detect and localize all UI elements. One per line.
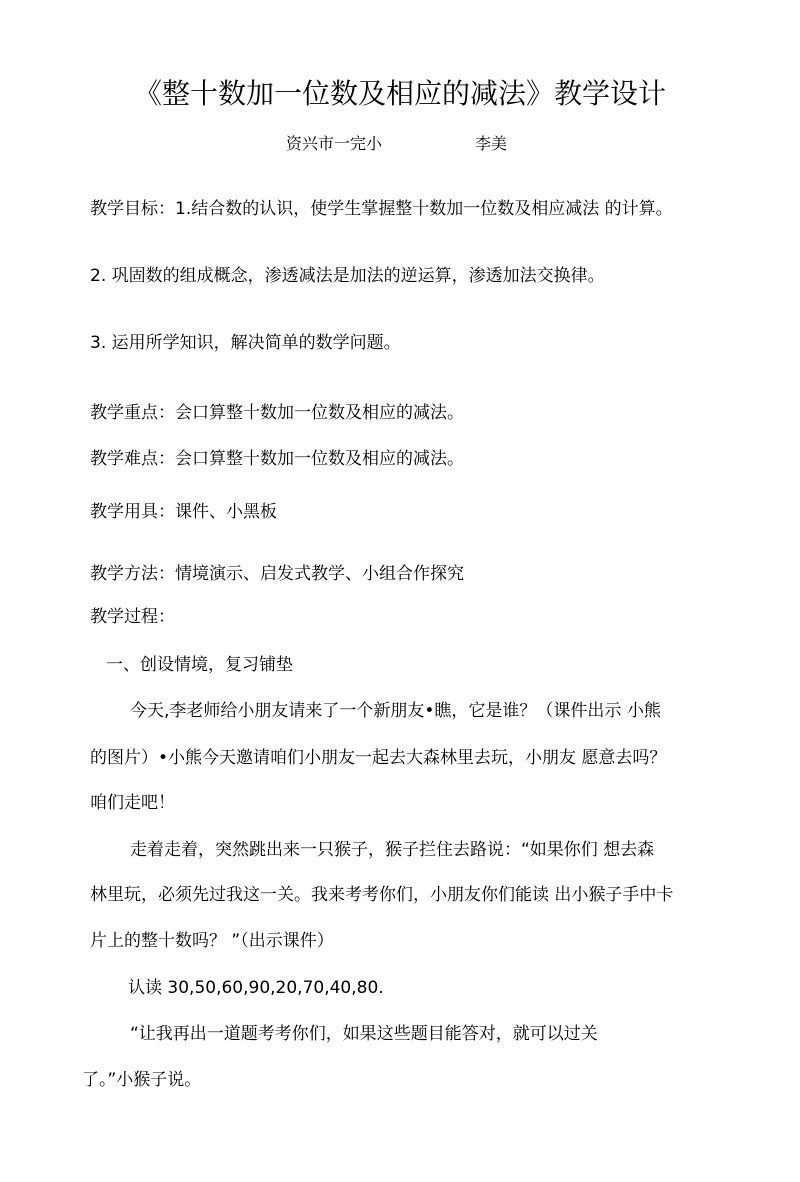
paragraph-2-line-1: 走着走着，突然跳出来一只猴子，猴子拦住去路说：“如果你们 想去森 — [130, 840, 655, 860]
paragraph-1-line-3: 咱们走吧！ — [90, 793, 175, 813]
teaching-methods: 教学方法：情境演示、启发式教学、小组合作探究 — [90, 564, 464, 584]
objective-line-3: 3. 运用所学知识，解决简单的数学问题。 — [90, 333, 401, 353]
paragraph-1-line-1: 今天,李老师给小朋友请来了一个新朋友•瞧，它是谁？（课件出示 小熊 — [130, 701, 661, 721]
author-name: 李美 — [475, 134, 508, 153]
school-name: 资兴市一完小 — [286, 134, 383, 153]
process-heading: 教学过程： — [90, 607, 175, 627]
paragraph-3-line-1: “让我再出一道题考考你们，如果这些题目能答对，就可以过关 — [130, 1024, 598, 1044]
paragraph-2-line-2: 林里玩，必须先过我这一关。我来考考你们，小朋友你们能读 出小猴子手中卡 — [90, 885, 674, 905]
objective-line-1: 教学目标：1.结合数的认识，使学生掌握整十数加一位数及相应减法 的计算。 — [90, 199, 673, 219]
paragraph-2-line-3: 片上的整十数吗？ ”（出示课件） — [90, 931, 334, 951]
read-numbers-line: 认读 30,50,60,90,20,70,40,80. — [128, 978, 384, 998]
paragraph-1-line-2: 的图片）•小熊今天邀请咱们小朋友一起去大森林里去玩，小朋友 愿意去吗？ — [90, 748, 667, 768]
objective-line-2: 2. 巩固数的组成概念，渗透减法是加法的逆运算，渗透加法交换律。 — [90, 266, 605, 286]
document-title: 《整十数加一位数及相应的减法》教学设计 — [133, 77, 666, 110]
paragraph-3-line-2: 了。”小猴子说。 — [82, 1070, 202, 1090]
difficulty-point: 教学难点：会口算整十数加一位数及相应的减法。 — [90, 449, 464, 469]
key-point: 教学重点：会口算整十数加一位数及相应的减法。 — [90, 403, 464, 423]
section-1-heading: 一、创设情境，复习铺垫 — [106, 655, 293, 675]
teaching-tools: 教学用具：课件、小黑板 — [90, 502, 277, 522]
